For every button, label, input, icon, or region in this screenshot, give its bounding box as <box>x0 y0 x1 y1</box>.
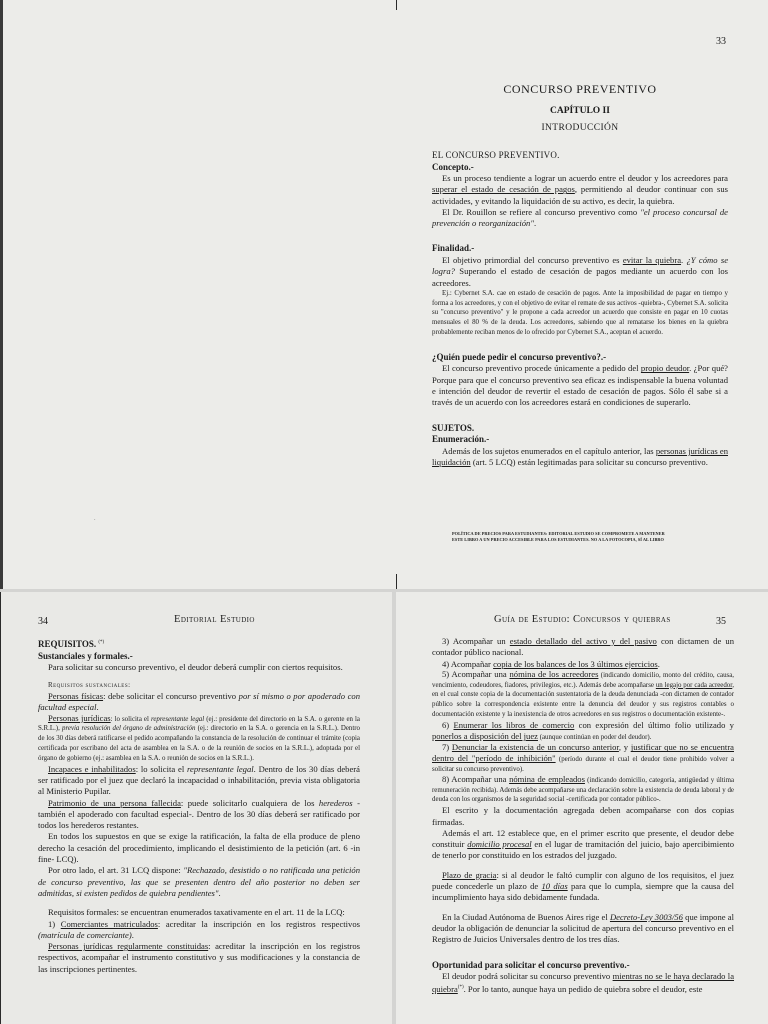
heading-enumeracion: Enumeración.- <box>432 434 490 445</box>
heading-quien: ¿Quién puede pedir el concurso preventivo?.- <box>432 351 607 362</box>
page-34 <box>0 592 392 1024</box>
paragraph-patrimonio: Patrimonio de una persona fallecida: puede solicitarlo cualquiera de los herederos -también el apoderado con facultad especial-. Dentro de los 30 días deberá ser ratificado por todos los herederos restantes. <box>38 797 360 831</box>
price-policy-note: POLÍTICA DE PRECIOS PARA ESTUDIANTES: EDITORIAL ESTUDIO SE COMPROMETE A MANTENER ESTE LIBRO A UN PRECIO ACCESIBLE PARA LOS ESTUDIANTES. NO A LA FOTOCOPIA, SÍ AL LIBRO <box>452 531 665 542</box>
heading-requisitos: REQUISITOS. (*) <box>38 639 105 649</box>
page-edge <box>0 592 1 1024</box>
paragraph-concepto-1: Es un proceso tendiente a lograr un acuerdo entre el deudor y los acreedores para superar el estado de cesación de pagos, permitiendo al deudor continuar con sus actividades, y evitando la liquidación de su activo, es decir, la quiebra. <box>432 173 728 206</box>
paragraph-intro: Para solicitar su concurso preventivo, el deudor deberá cumplir con ciertos requisitos. <box>48 662 343 672</box>
list-item-7: 7) Denunciar la existencia de un concurso anterior, y justificar que no se encuentra dentro del "período de inhibición" (período durante el cual el deudor tiene prohibido volver a solicitar su concurso preventivo). <box>432 742 735 774</box>
paragraph-formales: Requisitos formales: se encuentran enumerados taxativamente en el art. 11 de la LCQ: <box>48 907 345 918</box>
running-head: Editorial Estudio <box>174 614 255 625</box>
page-number: 34 <box>38 616 48 627</box>
heading-sustanciales: Sustanciales y formales.- <box>38 650 133 661</box>
chapter-number: CAPÍTULO II <box>550 106 610 116</box>
paragraph-caba: En la Ciudad Autónoma de Buenos Aires rige el Decreto-Ley 3003/56 que impone al deudor la obligación de denunciar la solicitud de apertura del concurso preventivo en el Registro de Juicios Universales dentro de los tres días. <box>432 911 734 945</box>
paragraph-fisicas: Personas físicas: debe solicitar el concurso preventivo por sí mismo o por apoderado con facultad especial. <box>38 691 360 713</box>
heading-concurso: EL CONCURSO PREVENTIVO. <box>432 150 560 160</box>
gutter-mark <box>396 0 397 10</box>
paragraph-ratificacion: En todos los supuestos en que se exige la ratificación, la falta de ella produce de pleno derecho la cesación del procedimiento, implicando el desistimiento de la petición (art. 6 -in fine- LCQ). <box>38 831 360 865</box>
paragraph-art31: Por otro lado, el art. 31 LCQ dispone: "Rechazado, desistido o no ratificada una petición de concurso preventivo, las que se presenten dentro del año posterior no deben ser admitidas, si existen pedidos de quiebra pendientes". <box>38 865 360 898</box>
gutter-mark <box>396 574 397 589</box>
paragraph-oportunidad: El deudor podrá solicitar su concurso preventivo mientras no se le haya declarado la quiebra(*). Por lo tanto, aunque haya un pedido de quiebra sobre el deudor, este <box>432 971 735 995</box>
page-edge <box>0 0 3 589</box>
list-item-1: 1) Comerciantes matriculados: acreditar la inscripción en los registros respectivos (matrícula de comerciante). <box>38 918 360 940</box>
margin-mark: · <box>94 518 96 523</box>
paragraph-sujetos: Además de los sujetos enumerados en el capítulo anterior, las personas jurídicas en liquidación (art. 5 LCQ) están legitimadas para solicitar su concurso preventivo. <box>432 445 728 467</box>
left-column <box>38 637 360 975</box>
paragraph-juridicas: Personas jurídicas: lo solicita el representante legal (ej.: presidente del directorio en la S.A. o gerente en la S.R.L.), previa resolución del órgano de administración (ej.: directorio en la S.A. o gerencia en la S.R.L.). Dentro de los 30 días deberá ratificarse el pedido acompañando la constancia de la resolución de continuar el trámite (copia certificada por escribano del acta de asamblea en la S.A. o de la reunión de socios en la S.R.L.), adoptada por el órgano de gobierno (ej.: asamblea en la S.A. o reunión de socios en la S.R.L.). <box>38 712 361 762</box>
section-title: INTRODUCCIÓN <box>541 123 619 133</box>
list-item-3: 3) Acompañar un estado detallado del activo y del pasivo con dictamen de un contador público nacional. <box>432 636 734 658</box>
chapter-title: CONCURSO PREVENTIVO <box>503 82 657 96</box>
paragraph-quien: El concurso preventivo procede únicamente a pedido del propio deudor. ¿Por qué? Porque para que el concurso preventivo sea eficaz es indispensable la buena voluntad e intención del deudor de revertir el estado de cesación de pagos. Sólo él sabe si a través de un acuerdo con los acreedores estará en condiciones de superarlo. <box>432 363 728 408</box>
paragraph-incapaces: Incapaces e inhabilitados: lo solicita el representante legal. Dentro de los 30 días deberá ser ratificado por el juez que declaró la incapacidad o inhabilitación, previa vista obligatoria al Ministerio Pupilar. <box>38 763 360 797</box>
list-item-4: 4) Acompañar copia de los balances de los 3 últimos ejercicios. <box>442 658 660 669</box>
heading-finalidad: Finalidad.- <box>432 243 475 254</box>
paragraph-copias: El escrito y la documentación agregada deben acompañarse con dos copias firmadas. <box>432 805 734 827</box>
list-item-5: 5) Acompañar una nómina de los acreedores (indicando domicilio, monto del crédito, causa, vencimiento, codeudores, fiadores, privilegios, etc.). Además debe acompañarse un legajo por cada acreedor, en el cual conste copia de la documentación sustentatoria de la deuda denunciada -con dictamen de contador público sobre la correspondencia existente entre la denuncia del deudor y sus registros contables o documentación existente y la inexistencia de otros acreedores en sus registros o documentación existente-. <box>432 668 734 719</box>
page-35 <box>396 592 768 1024</box>
paragraph-plazo: Plazo de gracia: si al deudor le faltó cumplir con alguno de los requisitos, el juez puede concederle un plazo de 10 días para que lo cumpla, siempre que la causa del incumplimiento haya sido debidamente fundada. <box>432 869 734 903</box>
page-number: 33 <box>716 36 726 47</box>
running-head: Guía de Estudio: Concursos y quiebras <box>494 614 671 625</box>
label-sustanciales: Requisitos sustanciales: <box>48 682 131 690</box>
example-box: Ej.: Cybernet S.A. cae en estado de cesación de pagos. Ante la imposibilidad de pagar en tiempo y forma a los acreedores, y con el objetivo de evitar el remate de sus activos -quiebra-, Cybernet S.A. solicita su "concurso preventivo" y le propone a cada acreedor un acuerdo que consiste en pagar en 10 cuotas mensuales el 80 % de la deuda. Los acreedores, sabiendo que al rematarse los bienes en la quiebra probablemente reciban menos de lo ofrecido por Cybernet S.A., aceptan el acuerdo. <box>432 289 728 337</box>
page-number: 35 <box>716 616 726 627</box>
paragraph-concepto-2: El Dr. Rouillon se refiere al concurso preventivo como "el proceso concursal de prevención o reorganización". <box>432 206 728 229</box>
heading-sujetos: SUJETOS. <box>432 422 475 433</box>
heading-oportunidad: Oportunidad para solicitar el concurso preventivo.- <box>432 959 630 970</box>
list-item-personas-juridicas: Personas jurídicas regularmente constituidas: acreditar la inscripción en los registros respectivos, acompañar el instrumento constitutivo y sus modificaciones y la constancia de las inscripciones pertinentes. <box>38 941 360 974</box>
list-item-6: 6) Enumerar los libros de comercio con expresión del último folio utilizado y ponerlos a disposición del juez (aunque continúan en poder del deudor). <box>432 719 734 742</box>
main-column <box>432 150 728 468</box>
paragraph-art12: Además el art. 12 establece que, en el primer escrito que presente, el deudor debe constituir domicilio procesal en el lugar de tramitación del juicio, bajo apercibimiento de tenerlo por constituido en los estrados del juzgado. <box>432 827 734 861</box>
paragraph-finalidad: El objetivo primordial del concurso preventivo es evitar la quiebra. ¿Y cómo se logra? Superando el estado de cesación de pagos mediante un acuerdo con los acreedores. <box>432 254 729 288</box>
list-item-8: 8) Acompañar una nómina de empleados (indicando domicilio, categoría, antigüedad y última remuneración recibida). Además debe acompañarse una declaración sobre la existencia de deuda laboral y de deuda con los organismos de la seguridad social -certificada por contador público-. <box>432 773 734 804</box>
right-column <box>432 636 734 995</box>
heading-concepto: Concepto.- <box>432 161 474 172</box>
